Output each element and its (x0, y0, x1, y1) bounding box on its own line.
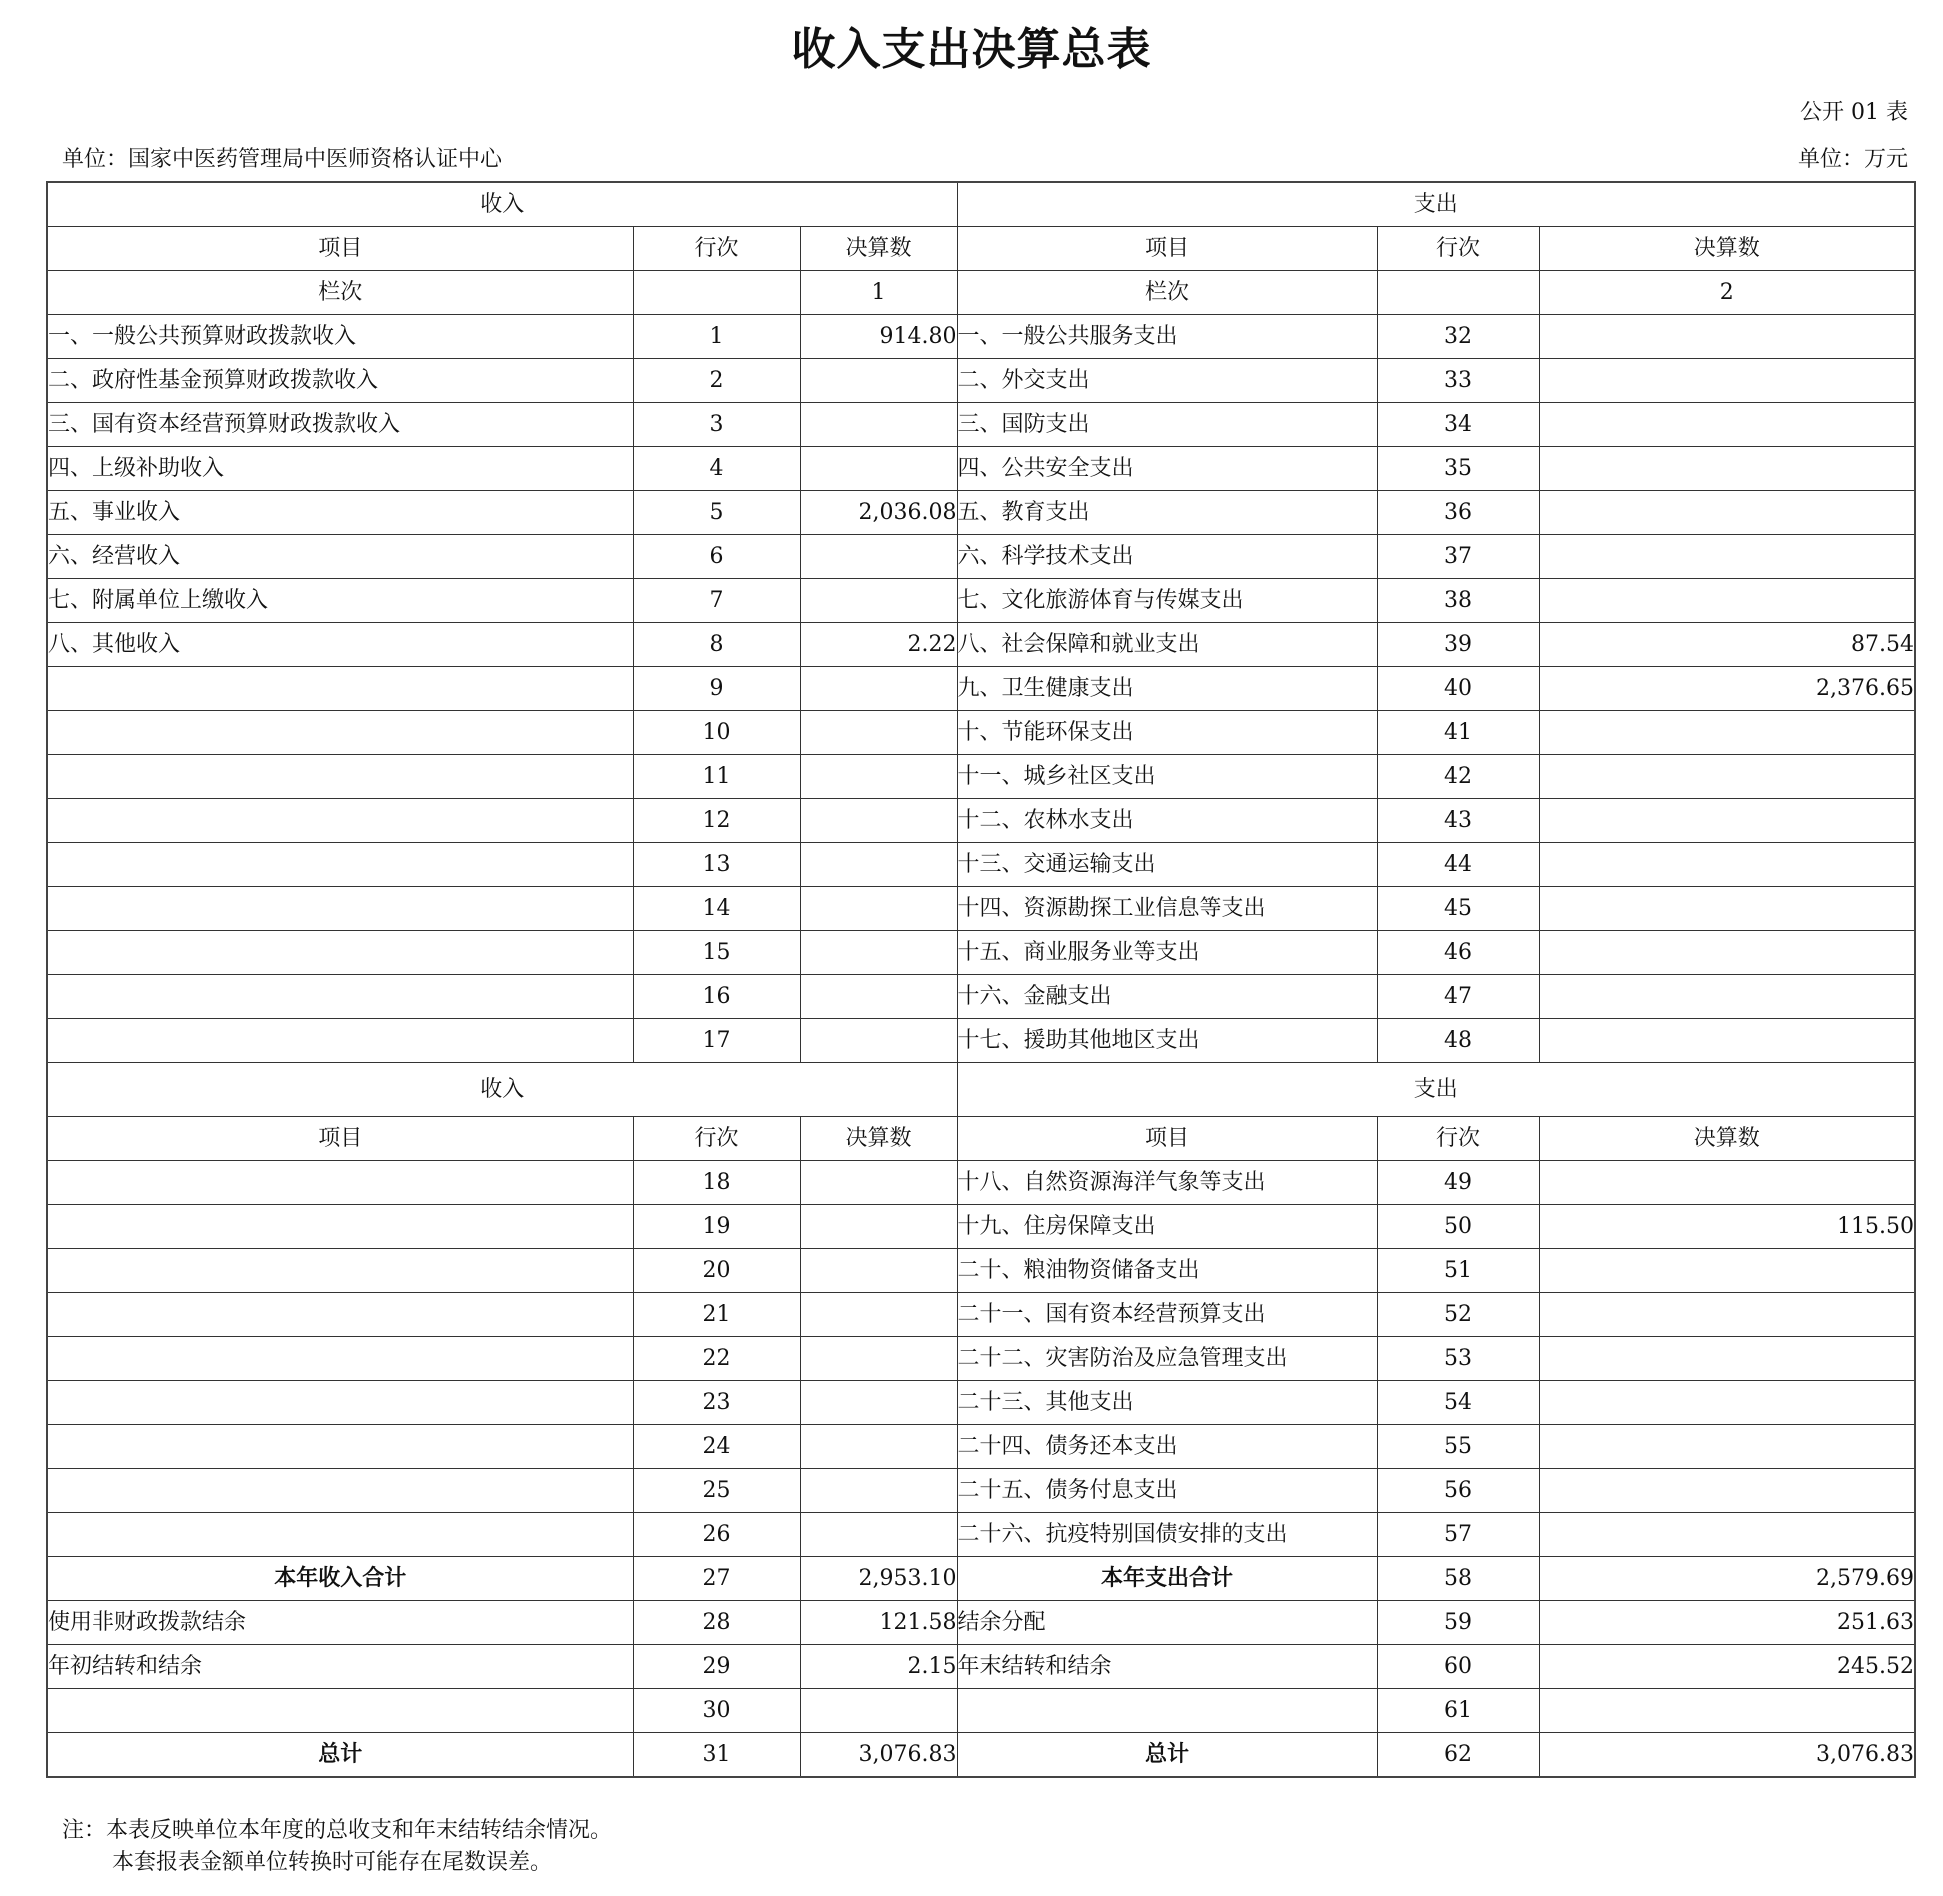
section-header-row-2 (47, 1063, 1915, 1117)
expense-amount: 2,376.65 (1539, 667, 1915, 711)
income-row-no: 13 (633, 843, 800, 887)
expense-item: 二十五、债务付息支出 (957, 1469, 1377, 1513)
income-amount (800, 1689, 957, 1733)
income-item (47, 1161, 633, 1205)
expense-amount (1539, 1469, 1915, 1513)
income-row-no: 27 (633, 1557, 800, 1601)
table-row (47, 535, 1915, 579)
income-row-no: 28 (633, 1601, 800, 1645)
expense-amount (1539, 535, 1915, 579)
income-expense-table (46, 181, 1916, 1778)
expense-amount (1539, 1293, 1915, 1337)
table-row (47, 667, 1915, 711)
notes (62, 1815, 612, 1879)
table-row (47, 755, 1915, 799)
income-row-no: 19 (633, 1205, 800, 1249)
table-row (47, 1513, 1915, 1557)
expense-row-no-header: 行次 (1377, 227, 1539, 271)
income-section-header: 收入 (47, 182, 957, 227)
income-amount (800, 887, 957, 931)
income-row-no: 2 (633, 359, 800, 403)
expense-item-header: 项目 (957, 227, 1377, 271)
income-amount: 914.80 (800, 315, 957, 359)
expense-item-header: 项目 (957, 1117, 1377, 1161)
income-amount-header: 决算数 (800, 1117, 957, 1161)
income-amount (800, 755, 957, 799)
expense-row-no: 42 (1377, 755, 1539, 799)
income-item: 三、国有资本经营预算财政拨款收入 (47, 403, 633, 447)
expense-item: 十九、住房保障支出 (957, 1205, 1377, 1249)
expense-item (957, 1689, 1377, 1733)
expense-item: 八、社会保障和就业支出 (957, 623, 1377, 667)
table-row (47, 1425, 1915, 1469)
income-row-no: 8 (633, 623, 800, 667)
income-row-no: 4 (633, 447, 800, 491)
column-header-row (47, 227, 1915, 271)
expense-grand-total-amount: 3,076.83 (1539, 1733, 1915, 1778)
expense-amount (1539, 975, 1915, 1019)
table-row (47, 1205, 1915, 1249)
column-number-row (47, 271, 1915, 315)
expense-item: 十二、农林水支出 (957, 799, 1377, 843)
income-item (47, 1513, 633, 1557)
expense-amount (1539, 1381, 1915, 1425)
expense-amount (1539, 403, 1915, 447)
expense-row-no: 59 (1377, 1601, 1539, 1645)
expense-item: 四、公共安全支出 (957, 447, 1377, 491)
income-section-header: 收入 (47, 1063, 957, 1117)
income-row-no: 17 (633, 1019, 800, 1063)
section-header-row (47, 182, 1915, 227)
expense-item: 十七、援助其他地区支出 (957, 1019, 1377, 1063)
expense-row-no: 53 (1377, 1337, 1539, 1381)
expense-item: 二十六、抗疫特别国债安排的支出 (957, 1513, 1377, 1557)
note-line-2: 本套报表金额单位转换时可能存在尾数误差。 (112, 1850, 553, 1875)
income-amount (800, 1469, 957, 1513)
expense-item: 十四、资源勘探工业信息等支出 (957, 887, 1377, 931)
income-item (47, 755, 633, 799)
income-item: 四、上级补助收入 (47, 447, 633, 491)
income-amount (800, 359, 957, 403)
income-amount: 2.15 (800, 1645, 957, 1689)
income-amount (800, 1161, 957, 1205)
expense-amount (1539, 1249, 1915, 1293)
income-item-header: 项目 (47, 227, 633, 271)
income-row-no: 31 (633, 1733, 800, 1778)
income-item-header: 项目 (47, 1117, 633, 1161)
expense-row-no: 56 (1377, 1469, 1539, 1513)
expense-item: 十一、城乡社区支出 (957, 755, 1377, 799)
expense-amount (1539, 315, 1915, 359)
income-amount: 121.58 (800, 1601, 957, 1645)
income-item: 五、事业收入 (47, 491, 633, 535)
income-amount (800, 667, 957, 711)
income-item: 年初结转和结余 (47, 1645, 633, 1689)
expense-amount-header: 决算数 (1539, 1117, 1915, 1161)
expense-amount: 251.63 (1539, 1601, 1915, 1645)
expense-item: 十六、金融支出 (957, 975, 1377, 1019)
expense-row-no: 54 (1377, 1381, 1539, 1425)
income-row-no: 11 (633, 755, 800, 799)
table-row (47, 403, 1915, 447)
expense-column-label: 栏次 (957, 271, 1377, 315)
expense-row-no: 62 (1377, 1733, 1539, 1778)
table-row (47, 975, 1915, 1019)
table-row (47, 1469, 1915, 1513)
income-row-no: 29 (633, 1645, 800, 1689)
income-row-no: 25 (633, 1469, 800, 1513)
income-item (47, 711, 633, 755)
income-row-no: 18 (633, 1161, 800, 1205)
income-item: 使用非财政拨款结余 (47, 1601, 633, 1645)
income-row-no: 5 (633, 491, 800, 535)
expense-row-no: 46 (1377, 931, 1539, 975)
income-amount (800, 447, 957, 491)
income-row-no: 3 (633, 403, 800, 447)
expense-row-no: 37 (1377, 535, 1539, 579)
expense-item: 十五、商业服务业等支出 (957, 931, 1377, 975)
income-amount (800, 1425, 957, 1469)
income-item (47, 887, 633, 931)
table-row (47, 315, 1915, 359)
expense-amount (1539, 799, 1915, 843)
expense-row-no: 58 (1377, 1557, 1539, 1601)
expense-row-no: 51 (1377, 1249, 1539, 1293)
income-amount: 2.22 (800, 623, 957, 667)
expense-section-header: 支出 (957, 182, 1915, 227)
table-row (47, 887, 1915, 931)
note-line-1: 注：本表反映单位本年度的总收支和年末结转结余情况。 (62, 1818, 613, 1843)
income-item (47, 1293, 633, 1337)
income-amount-header: 决算数 (800, 227, 957, 271)
income-item: 二、政府性基金预算财政拨款收入 (47, 359, 633, 403)
expense-item: 二、外交支出 (957, 359, 1377, 403)
year-total-row (47, 1557, 1915, 1601)
income-row-no: 30 (633, 1689, 800, 1733)
expense-amount (1539, 1513, 1915, 1557)
table-row (47, 491, 1915, 535)
expense-amount (1539, 843, 1915, 887)
income-row-no: 20 (633, 1249, 800, 1293)
income-row-no: 12 (633, 799, 800, 843)
page-title: 收入支出决算总表 (791, 24, 1152, 75)
income-amount: 2,036.08 (800, 491, 957, 535)
income-item (47, 1019, 633, 1063)
form-code: 公开 01 表 (1800, 100, 1908, 125)
expense-section-header: 支出 (957, 1063, 1915, 1117)
income-row-no: 9 (633, 667, 800, 711)
expense-item: 二十二、灾害防治及应急管理支出 (957, 1337, 1377, 1381)
income-item (47, 667, 633, 711)
income-amount (800, 1249, 957, 1293)
income-row-no-header: 行次 (633, 1117, 800, 1161)
income-row-no: 21 (633, 1293, 800, 1337)
expense-column-blank (1377, 271, 1539, 315)
income-row-no: 10 (633, 711, 800, 755)
expense-amount (1539, 447, 1915, 491)
income-row-no: 7 (633, 579, 800, 623)
income-row-no: 22 (633, 1337, 800, 1381)
income-item (47, 1381, 633, 1425)
expense-item: 十三、交通运输支出 (957, 843, 1377, 887)
expense-item: 二十四、债务还本支出 (957, 1425, 1377, 1469)
grand-total-row (47, 1733, 1915, 1778)
expense-item: 一、一般公共服务支出 (957, 315, 1377, 359)
income-amount (800, 579, 957, 623)
expense-row-no: 49 (1377, 1161, 1539, 1205)
expense-amount-header: 决算数 (1539, 227, 1915, 271)
expense-item: 结余分配 (957, 1601, 1377, 1645)
expense-amount (1539, 359, 1915, 403)
expense-item: 二十三、其他支出 (957, 1381, 1377, 1425)
expense-year-total-label: 本年支出合计 (957, 1557, 1377, 1601)
income-grand-total-label: 总计 (47, 1733, 633, 1778)
income-amount (800, 799, 957, 843)
expense-row-no: 45 (1377, 887, 1539, 931)
table-row (47, 359, 1915, 403)
expense-row-no: 35 (1377, 447, 1539, 491)
income-column-blank (633, 271, 800, 315)
expense-row-no: 36 (1377, 491, 1539, 535)
expense-row-no: 43 (1377, 799, 1539, 843)
expense-item: 六、科学技术支出 (957, 535, 1377, 579)
expense-amount: 115.50 (1539, 1205, 1915, 1249)
expense-amount (1539, 887, 1915, 931)
income-row-no: 14 (633, 887, 800, 931)
expense-row-no: 39 (1377, 623, 1539, 667)
income-item (47, 975, 633, 1019)
expense-item: 年末结转和结余 (957, 1645, 1377, 1689)
expense-row-no: 47 (1377, 975, 1539, 1019)
income-amount (800, 1205, 957, 1249)
expense-row-no: 57 (1377, 1513, 1539, 1557)
expense-amount (1539, 491, 1915, 535)
table-row (47, 799, 1915, 843)
expense-item: 七、文化旅游体育与传媒支出 (957, 579, 1377, 623)
income-item (47, 843, 633, 887)
table-row (47, 1293, 1915, 1337)
expense-row-no: 32 (1377, 315, 1539, 359)
expense-item: 二十一、国有资本经营预算支出 (957, 1293, 1377, 1337)
expense-amount (1539, 1337, 1915, 1381)
income-amount (800, 931, 957, 975)
column-header-row-2 (47, 1117, 1915, 1161)
expense-amount: 87.54 (1539, 623, 1915, 667)
income-item (47, 1249, 633, 1293)
table-row (47, 1161, 1915, 1205)
income-row-no: 6 (633, 535, 800, 579)
income-row-no: 23 (633, 1381, 800, 1425)
expense-grand-total-label: 总计 (957, 1733, 1377, 1778)
income-grand-total-amount: 3,076.83 (800, 1733, 957, 1778)
expense-row-no-header: 行次 (1377, 1117, 1539, 1161)
income-amount (800, 1513, 957, 1557)
expense-amount (1539, 1425, 1915, 1469)
expense-row-no: 60 (1377, 1645, 1539, 1689)
expense-amount (1539, 1689, 1915, 1733)
expense-item: 九、卫生健康支出 (957, 667, 1377, 711)
income-item (47, 1337, 633, 1381)
income-row-no: 15 (633, 931, 800, 975)
table-row (47, 1645, 1915, 1689)
income-year-total-amount: 2,953.10 (800, 1557, 957, 1601)
table-row (47, 711, 1915, 755)
table-row (47, 623, 1915, 667)
table-row (47, 931, 1915, 975)
income-item (47, 1469, 633, 1513)
income-item: 六、经营收入 (47, 535, 633, 579)
expense-amount (1539, 711, 1915, 755)
expense-row-no: 52 (1377, 1293, 1539, 1337)
table-row (47, 447, 1915, 491)
unit-organization: 单位：国家中医药管理局中医师资格认证中心 (62, 147, 503, 172)
table-row (47, 579, 1915, 623)
expense-amount (1539, 931, 1915, 975)
income-amount (800, 403, 957, 447)
income-item: 一、一般公共预算财政拨款收入 (47, 315, 633, 359)
table-row (47, 1381, 1915, 1425)
income-item (47, 799, 633, 843)
expense-row-no: 50 (1377, 1205, 1539, 1249)
income-row-no-header: 行次 (633, 227, 800, 271)
table-row (47, 1337, 1915, 1381)
table-row (47, 1019, 1915, 1063)
expense-item: 五、教育支出 (957, 491, 1377, 535)
expense-row-no: 61 (1377, 1689, 1539, 1733)
income-item (47, 1425, 633, 1469)
expense-year-total-amount: 2,579.69 (1539, 1557, 1915, 1601)
expense-item: 十、节能环保支出 (957, 711, 1377, 755)
income-row-no: 26 (633, 1513, 800, 1557)
income-item (47, 931, 633, 975)
expense-row-no: 34 (1377, 403, 1539, 447)
expense-row-no: 33 (1377, 359, 1539, 403)
income-item: 八、其他收入 (47, 623, 633, 667)
table-row (47, 1689, 1915, 1733)
table-row (47, 843, 1915, 887)
income-row-no: 24 (633, 1425, 800, 1469)
expense-amount (1539, 1161, 1915, 1205)
expense-amount (1539, 1019, 1915, 1063)
income-item: 七、附属单位上缴收入 (47, 579, 633, 623)
unit-currency: 单位：万元 (1797, 147, 1908, 172)
expense-item: 十八、自然资源海洋气象等支出 (957, 1161, 1377, 1205)
expense-item: 三、国防支出 (957, 403, 1377, 447)
expense-row-no: 41 (1377, 711, 1539, 755)
income-column-number: 1 (800, 271, 957, 315)
income-amount (800, 1293, 957, 1337)
income-amount (800, 1019, 957, 1063)
expense-item: 二十、粮油物资储备支出 (957, 1249, 1377, 1293)
income-amount (800, 843, 957, 887)
expense-row-no: 48 (1377, 1019, 1539, 1063)
income-amount (800, 535, 957, 579)
income-year-total-label: 本年收入合计 (47, 1557, 633, 1601)
income-column-label: 栏次 (47, 271, 633, 315)
expense-amount (1539, 579, 1915, 623)
income-amount (800, 1337, 957, 1381)
income-row-no: 1 (633, 315, 800, 359)
income-amount (800, 711, 957, 755)
expense-column-number: 2 (1539, 271, 1915, 315)
income-item (47, 1205, 633, 1249)
table-row (47, 1249, 1915, 1293)
table-row (47, 1601, 1915, 1645)
expense-row-no: 55 (1377, 1425, 1539, 1469)
income-amount (800, 975, 957, 1019)
income-item (47, 1689, 633, 1733)
expense-amount: 245.52 (1539, 1645, 1915, 1689)
income-amount (800, 1381, 957, 1425)
income-row-no: 16 (633, 975, 800, 1019)
expense-row-no: 38 (1377, 579, 1539, 623)
expense-row-no: 40 (1377, 667, 1539, 711)
expense-amount (1539, 755, 1915, 799)
expense-row-no: 44 (1377, 843, 1539, 887)
